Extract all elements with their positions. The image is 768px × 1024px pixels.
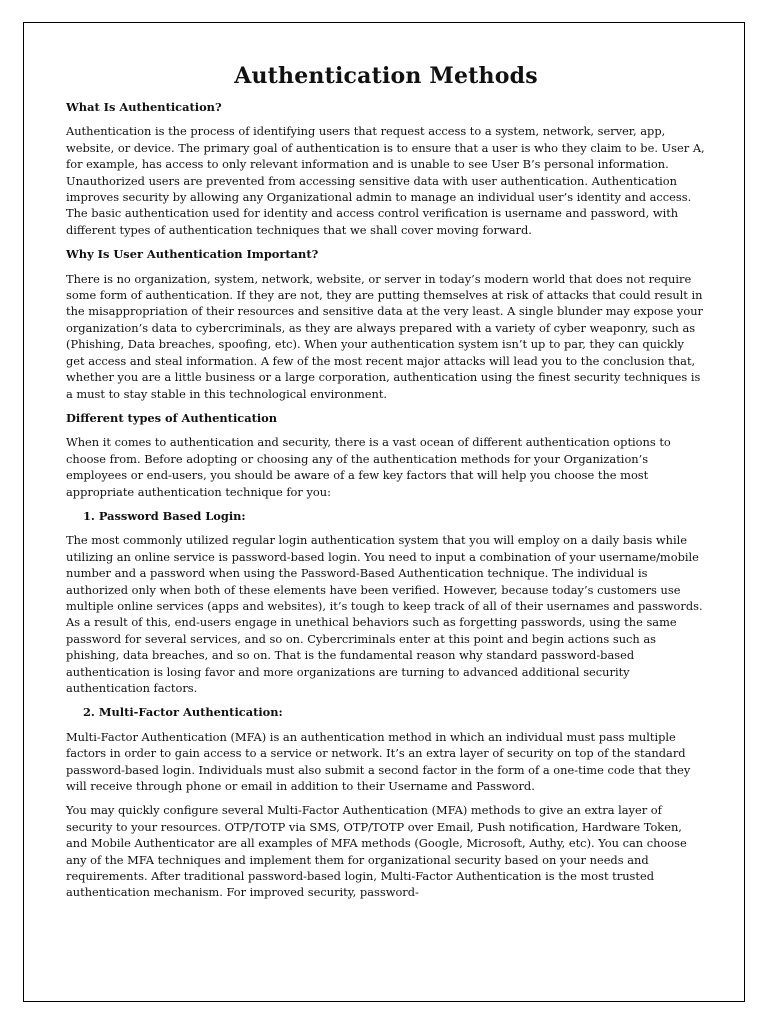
paragraph-why-important: There is no organization, system, network, website, or server in today’s modern world that does not require some form of authentication. If they are not, they are putting themselves at risk of attacks that could result in the misappropriation of their resources and sensitive data at the very least. A single blunder may expose your organization’s data to cybercriminals, as they are always prepared with a variety of cyber weaponry, such as (Phishing, Data breaches, spoofing, etc). When your authentication system isn’t up to par, they can quickly get access and steal information. A few of the most recent major attacks will lead you to the conclusion that, whether you are a little business or a large corporation, authentication using the finest security techniques is a must to stay stable in this technological environment. <box>66 271 703 401</box>
section-heading-why-important: Why Is User Authentication Important? <box>66 247 319 262</box>
paragraph-mfa-2: You may quickly configure several Multi-Factor Authentication (MFA) methods to give an extra layer of security to your resources. OTP/TOTP via SMS, OTP/TOTP over Email, Push notification, Hardware Token, and Mobile Authenticator are all examples of MFA methods (Google, Microsoft, Authy, etc). You can choose any of the MFA techniques and implement them for organizational security based on your needs and requirements. After traditional password-based login, Multi-Factor Authentication is the most trusted authentication mechanism. For improved security, password- <box>66 803 687 900</box>
section-heading-password-login: 1. Password Based Login: <box>83 508 246 523</box>
paragraph-types: When it comes to authentication and security, there is a vast ocean of different authentication options to choose from. Before adopting or choosing any of the authentication methods for your Organization’s employees or end-users, you should be aware of a few key factors that will help you choose the most appropriate authentication technique for you: <box>66 435 671 499</box>
page-title: Authentication Methods <box>234 63 538 89</box>
paragraph-mfa-1: Multi-Factor Authentication (MFA) is an authentication method in which an individual must pass multiple factors in order to gain access to a service or network. It’s an extra layer of security on top of the standard password-based login. Individuals must also submit a second factor in the form of a one-time code that they will receive through phone or email in addition to their Username and Password. <box>66 729 691 794</box>
paragraph-password-login: The most commonly utilized regular login authentication system that you will employ on a daily basis while utilizing an online service is password-based login. You need to input a combination of your username/mobile number and a password when using the Password-Based Authentication technique. The individual is authorized only when both of these elements have been verified. However, because today’s customers use multiple online services (apps and websites), it’s tough to keep track of all of their usernames and passwords. As a result of this, end-users engage in unethical behaviors such as forgetting passwords, using the same password for several services, and so on. Cybercriminals enter at this point and begin actions such as phishing, data breaches, and so on. That is the fundamental reason why standard password-based authentication is losing favor and more organizations are turning to advanced additional security authentication factors. <box>66 533 703 695</box>
paragraph-what-is-authentication: Authentication is the process of identifying users that request access to a system, network, server, app, website, or device. The primary goal of authentication is to ensure that a user is who they claim to be. User A, for example, has access to only relevant information and is unable to see User B’s personal information. Unauthorized users are prevented from accessing sensitive data with user authentication. Authentication improves security by allowing any Organizational admin to manage an individual user’s identity and access. The basic authentication used for identity and access control verification is username and password, with different types of authentication techniques that we shall cover moving forward. <box>66 124 705 237</box>
section-heading-types: Different types of Authentication <box>66 410 278 425</box>
document-content <box>66 63 706 909</box>
page-frame <box>23 22 745 1002</box>
section-heading-what-is-authentication: What Is Authentication? <box>66 100 222 114</box>
section-heading-mfa: 2. Multi-Factor Authentication: <box>83 705 283 720</box>
